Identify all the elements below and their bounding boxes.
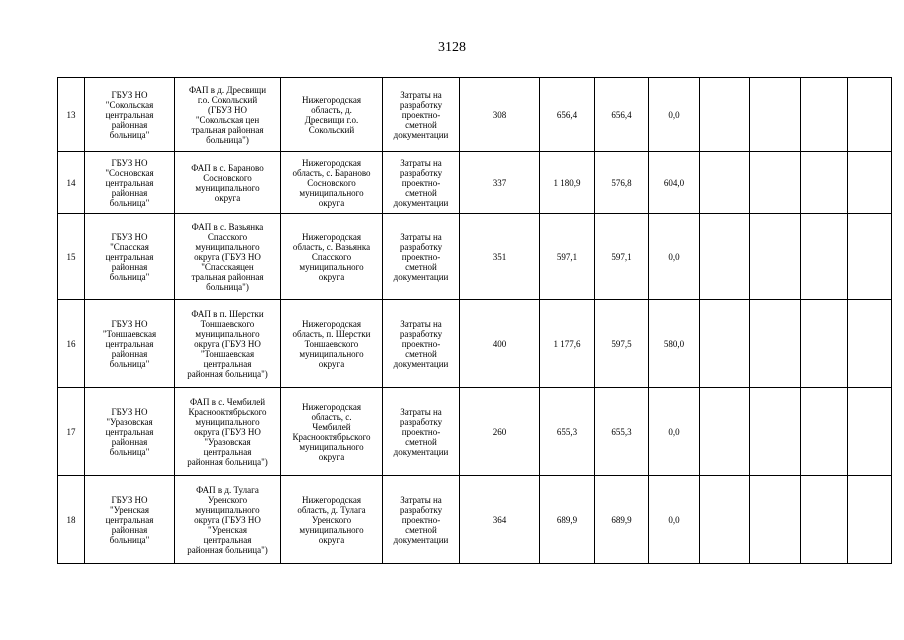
- empty-cell: [700, 476, 750, 564]
- row-number: 18: [58, 476, 85, 564]
- empty-cell: [750, 152, 801, 214]
- row-number: 14: [58, 152, 85, 214]
- value-cell: 400: [460, 300, 540, 388]
- empty-cell: [801, 388, 848, 476]
- object-cell: ФАП в с. Чембилей Краснооктябрьского муниципального округа (ГБУЗ НО "Уразовская центральная районная больница"): [175, 388, 281, 476]
- empty-cell: [801, 476, 848, 564]
- value-cell: 1 180,9: [540, 152, 595, 214]
- purpose-cell: Затраты на разработку проектно- сметной документации: [383, 214, 460, 300]
- value-cell: 260: [460, 388, 540, 476]
- address-cell: Нижегородская область, с. Чембилей Краснооктябрьского муниципального округа: [281, 388, 383, 476]
- value-cell: 689,9: [595, 476, 649, 564]
- row-number: 17: [58, 388, 85, 476]
- empty-cell: [700, 214, 750, 300]
- row-number: 16: [58, 300, 85, 388]
- table-row: [58, 300, 892, 388]
- object-cell: ФАП в д. Дресвищи г.о. Сокольский (ГБУЗ НО "Сокольская цен тральная районная больница"): [175, 78, 281, 152]
- page-number: 3128: [438, 40, 466, 55]
- empty-cell: [750, 214, 801, 300]
- purpose-cell: Затраты на разработку проектно- сметной документации: [383, 78, 460, 152]
- value-cell: 656,4: [540, 78, 595, 152]
- address-cell: Нижегородская область, д. Дресвищи г.о. Сокольский: [281, 78, 383, 152]
- value-cell: 655,3: [540, 388, 595, 476]
- purpose-cell: Затраты на разработку проектно- сметной документации: [383, 152, 460, 214]
- object-cell: ФАП в п. Шерстки Тоншаевского муниципального округа (ГБУЗ НО "Тоншаевская центральная районная больница"): [175, 300, 281, 388]
- value-cell: 0,0: [649, 388, 700, 476]
- table-row: [58, 78, 892, 152]
- organization-cell: ГБУЗ НО "Спасская центральная районная больница": [85, 214, 175, 300]
- value-cell: 604,0: [649, 152, 700, 214]
- empty-cell: [848, 78, 892, 152]
- row-number: 15: [58, 214, 85, 300]
- value-cell: 1 177,6: [540, 300, 595, 388]
- empty-cell: [801, 214, 848, 300]
- empty-cell: [700, 78, 750, 152]
- value-cell: 597,1: [595, 214, 649, 300]
- table-row: [58, 152, 892, 214]
- empty-cell: [700, 152, 750, 214]
- value-cell: 337: [460, 152, 540, 214]
- empty-cell: [848, 214, 892, 300]
- value-cell: 364: [460, 476, 540, 564]
- organization-cell: ГБУЗ НО "Тоншаевская центральная районная больница": [85, 300, 175, 388]
- object-cell: ФАП в д. Тулага Уренского муниципального округа (ГБУЗ НО "Уренская центральная районная больница"): [175, 476, 281, 564]
- organization-cell: ГБУЗ НО "Уренская центральная районная больница": [85, 476, 175, 564]
- value-cell: 351: [460, 214, 540, 300]
- value-cell: 580,0: [649, 300, 700, 388]
- empty-cell: [848, 476, 892, 564]
- address-cell: Нижегородская область, п. Шерстки Тоншаевского муниципального округа: [281, 300, 383, 388]
- address-cell: Нижегородская область, д. Тулага Уренского муниципального округа: [281, 476, 383, 564]
- value-cell: 0,0: [649, 78, 700, 152]
- address-cell: Нижегородская область, с. Вазьянка Спасского муниципального округа: [281, 214, 383, 300]
- empty-cell: [848, 388, 892, 476]
- value-cell: 308: [460, 78, 540, 152]
- purpose-cell: Затраты на разработку проектно- сметной документации: [383, 388, 460, 476]
- purpose-cell: Затраты на разработку проектно- сметной документации: [383, 476, 460, 564]
- empty-cell: [848, 300, 892, 388]
- empty-cell: [801, 300, 848, 388]
- value-cell: 689,9: [540, 476, 595, 564]
- organization-cell: ГБУЗ НО "Сосновская центральная районная больница": [85, 152, 175, 214]
- empty-cell: [750, 476, 801, 564]
- table-row: [58, 214, 892, 300]
- object-cell: ФАП в с. Бараново Сосновского муниципального округа: [175, 152, 281, 214]
- row-number: 13: [58, 78, 85, 152]
- value-cell: 597,5: [595, 300, 649, 388]
- value-cell: 576,8: [595, 152, 649, 214]
- organization-cell: ГБУЗ НО "Уразовская центральная районная больница": [85, 388, 175, 476]
- empty-cell: [801, 78, 848, 152]
- empty-cell: [750, 78, 801, 152]
- address-cell: Нижегородская область, с. Бараново Сосновского муниципального округа: [281, 152, 383, 214]
- empty-cell: [848, 152, 892, 214]
- value-cell: 0,0: [649, 214, 700, 300]
- value-cell: 655,3: [595, 388, 649, 476]
- empty-cell: [750, 300, 801, 388]
- value-cell: 0,0: [649, 476, 700, 564]
- value-cell: 656,4: [595, 78, 649, 152]
- empty-cell: [700, 300, 750, 388]
- table-row: [58, 388, 892, 476]
- empty-cell: [700, 388, 750, 476]
- budget-table: [57, 77, 892, 564]
- purpose-cell: Затраты на разработку проектно- сметной документации: [383, 300, 460, 388]
- organization-cell: ГБУЗ НО "Сокольская центральная районная больница": [85, 78, 175, 152]
- value-cell: 597,1: [540, 214, 595, 300]
- empty-cell: [801, 152, 848, 214]
- object-cell: ФАП в с. Вазьянка Спасского муниципального округа (ГБУЗ НО "Спасскаяцен тральная районная больница"): [175, 214, 281, 300]
- empty-cell: [750, 388, 801, 476]
- table-row: [58, 476, 892, 564]
